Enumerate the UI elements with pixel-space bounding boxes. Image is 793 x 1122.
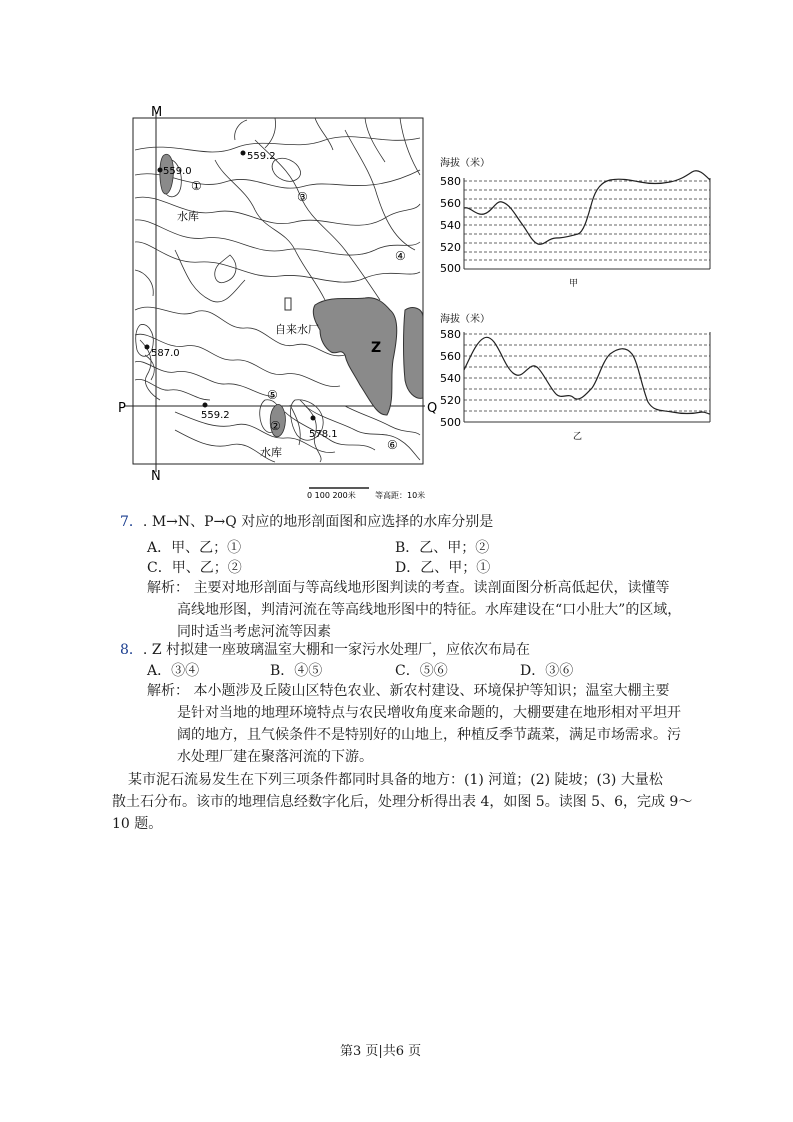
circle-label-1: ①: [191, 179, 202, 193]
map-scale: [305, 485, 455, 501]
question-number: 8．: [120, 642, 143, 658]
contour-map: [115, 100, 440, 505]
question-text: . M→N、P→Q 对应的地形剖面图和应选择的水库分别是: [142, 514, 494, 530]
tick-label: 560: [440, 350, 461, 363]
tick-label: 520: [440, 241, 461, 254]
explanation-line: 解析： 主要对地形剖面与等高线地形图判读的考查。读剖面图分析高低起伏，读懂等: [147, 580, 670, 596]
option-d: D．③⑥: [520, 663, 574, 679]
reservoir-label: 水库: [260, 446, 282, 459]
option-b: B．④⑤: [270, 663, 323, 679]
option-d: D．乙、甲；①: [395, 560, 491, 576]
tick-label: 520: [440, 394, 461, 407]
profile-chart-a: [440, 150, 720, 290]
tick-label: 500: [440, 416, 461, 429]
contour-interval: 等高距：10米: [375, 491, 426, 500]
profile-b-ylabel: 海拔（米）: [440, 314, 490, 325]
map-label-p: P: [118, 401, 126, 416]
elevation-label: 559.2: [201, 410, 230, 421]
elevation-label: 559.2: [247, 151, 276, 162]
option-c: C．⑤⑥: [395, 663, 448, 679]
village-label: Z: [371, 340, 382, 356]
passage-line: 某市泥石流易发生在下列三项条件都同时具备的地方：(1) 河道；(2) 陡坡；(3) 大量松: [128, 772, 663, 788]
explanation-line: 是针对当地的地理环境特点与农民增收角度来命题的，大棚要建在地形相对平坦开: [177, 705, 681, 721]
tick-label: 500: [440, 262, 461, 275]
tick-label: 540: [440, 372, 461, 385]
waterworks-label: 自来水厂: [275, 323, 319, 336]
elevation-label: 559.0: [163, 166, 192, 177]
profile-chart-b: [440, 308, 720, 448]
map-label-n: N: [151, 469, 161, 484]
option-c: C．甲、乙；②: [147, 560, 242, 576]
explanation-line: 高线地形图，判清河流在等高线地形图中的特征。水库建设在“口小肚大”的区域，: [177, 602, 682, 618]
explanation-line: 同时适当考虑河流等因素: [177, 624, 331, 640]
circle-label-3: ③: [297, 190, 308, 204]
passage-line: 散土石分布。该市的地理信息经数字化后，处理分析得出表 4，如图 5。读图 5、6，完成 9～: [112, 794, 693, 810]
circle-label-6: ⑥: [387, 438, 398, 452]
question-8-stem: [120, 640, 530, 660]
tick-label: 580: [440, 175, 461, 188]
map-label-q: Q: [427, 401, 438, 416]
profile-a-ylabel: 海拔（米）: [440, 158, 490, 169]
explanation-line: 阔的地方，且气候条件不是特别好的山地上，种植反季节蔬菜，满足市场需求。污: [177, 727, 681, 743]
reservoir-label: 水库: [177, 210, 199, 223]
question-7-stem: [120, 512, 493, 532]
tick-label: 540: [440, 219, 461, 232]
tick-label: 580: [440, 328, 461, 341]
circle-label-5: ⑤: [267, 388, 278, 402]
question-number: 7．: [120, 514, 143, 530]
tick-label: 560: [440, 197, 461, 210]
explanation-line: 解析： 本小题涉及丘陵山区特色农业、新农村建设、环境保护等知识；温室大棚主要: [147, 683, 670, 699]
circle-label-2: ②: [270, 419, 281, 433]
circle-label-4: ④: [395, 249, 406, 263]
page-footer: 第3 页|共6 页: [340, 1044, 422, 1059]
elevation-label: 578.1: [309, 429, 338, 440]
option-a: A．③④: [147, 663, 200, 679]
profile-b-caption: 乙: [573, 432, 583, 442]
profile-a-caption: 甲: [569, 279, 579, 289]
map-label-m: M: [151, 105, 163, 120]
question-text: . Z 村拟建一座玻璃温室大棚和一家污水处理厂，应依次布局在: [142, 642, 530, 658]
option-b: B．乙、甲；②: [395, 540, 490, 556]
passage-line: 10 题。: [112, 816, 163, 832]
scale-text: 0 100 200米: [307, 491, 356, 500]
elevation-label: 587.0: [151, 348, 180, 359]
option-a: A．甲、乙；①: [147, 540, 242, 556]
explanation-line: 水处理厂建在聚落河流的下游。: [177, 749, 373, 765]
